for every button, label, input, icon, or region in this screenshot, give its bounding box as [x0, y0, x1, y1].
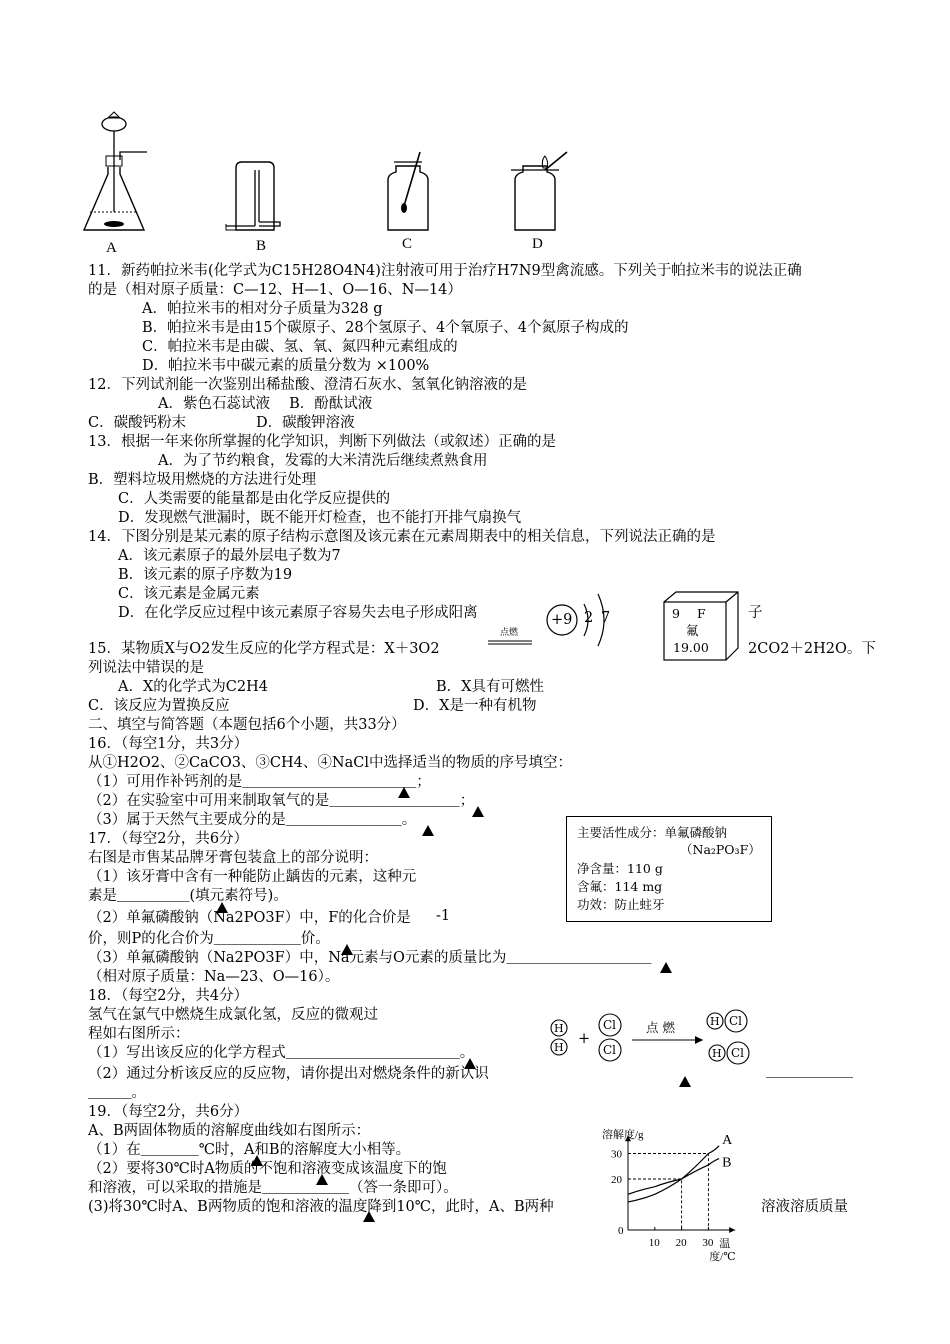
molecule-hcl-2-cl: Cl	[731, 1046, 745, 1060]
q11-stem-line2: 的是（相对原子质量：C—12、H—1、O—16、N—14）	[88, 282, 462, 298]
molecule-h-2: H	[554, 1041, 564, 1054]
answer-marker	[472, 806, 484, 817]
answer-marker	[464, 1058, 476, 1069]
q12-option-c: C．碳酸钙粉末	[88, 415, 187, 431]
molecule-cl-2: Cl	[603, 1043, 617, 1057]
q15-reaction-arrow	[488, 640, 534, 646]
toothpaste-label-formula: （Na₂PO₃F）	[680, 842, 761, 857]
q16-line-3: （3）属于天然气主要成分的是＿＿＿＿＿＿＿＿。	[88, 812, 417, 828]
q11-option-d: D．帕拉米韦中碳元素的质量分数为 ×100%	[142, 358, 430, 374]
apparatus-label-b: B	[256, 238, 267, 254]
q17-line-3: （2）单氟磷酸钠（Na2PO3F）中，F的化合价是	[88, 910, 411, 926]
series-label-a: A	[722, 1132, 733, 1148]
x-axis-label-line2: 度/℃	[709, 1251, 736, 1263]
y-axis-label: 溶解度/g	[602, 1129, 644, 1141]
apparatus-label-d: D	[532, 236, 543, 252]
answer-marker	[422, 825, 434, 836]
q14-option-b: B．该元素的原子序数为19	[118, 567, 293, 583]
atom-shell-1-electrons: 2	[584, 610, 594, 626]
q18-line-3: （1）写出该反应的化学方程式＿＿＿＿＿＿＿＿＿＿＿＿。	[88, 1045, 475, 1061]
series-label-b: B	[722, 1155, 732, 1171]
q18-line-4: （2）通过分析该反应的反应物，请你提出对燃烧条件的新认识	[88, 1066, 489, 1082]
q17-line-6: （相对原子质量：Na—23、O—16）。	[88, 969, 340, 985]
q18-head: 18．（每空2分，共4分）	[88, 988, 249, 1004]
x-axis-label-line1: 温	[719, 1238, 731, 1250]
element-atomic-number: 9	[672, 606, 680, 621]
series-curve-a	[628, 1146, 719, 1202]
q12-stem: 12．下列试剂能一次鉴别出稀盐酸、澄清石灰水、氢氧化钠溶液的是	[88, 377, 527, 393]
q15-stem-line2: 列说法中错误的是	[88, 660, 204, 676]
section-2-heading: 二、填空与简答题（本题包括6个小题，共33分）	[88, 717, 406, 733]
q15-reaction-condition: 点燃	[500, 628, 519, 638]
q15-option-a: A．X的化学式为C2H4	[118, 679, 268, 695]
origin-label: 0	[618, 1225, 624, 1237]
molecule-hcl-1-h: H	[710, 1015, 720, 1028]
molecule-hcl-1-cl: Cl	[729, 1014, 743, 1028]
q19-line-2: （2）要将30℃时A物质的不饱和溶液变成该温度下的饱	[88, 1161, 447, 1177]
q14-option-c: C．该元素是金属元素	[118, 586, 260, 602]
apparatus-a-figure	[80, 112, 150, 242]
toothpaste-label-net-weight: 净含量：110 g	[577, 861, 663, 876]
solubility-chart	[600, 1124, 760, 1263]
atom-shell-2-electrons: 7	[601, 610, 611, 626]
atom-nucleus-charge: +9	[551, 612, 573, 628]
q13-option-a: A．为了节约粮食，发霉的大米清洗后继续煮熟食用	[158, 453, 488, 469]
toothpaste-label-effect: 功效：防止蛀牙	[577, 897, 665, 912]
q14-option-d-tail: 子	[748, 605, 763, 621]
q17-line-4: 价，则P的化合价为＿＿＿＿＿＿价。	[88, 931, 330, 947]
q18-line-1: 氢气在氯气中燃烧生成氯化氢，反应的微观过	[88, 1007, 378, 1023]
q15-option-c: C．该反应为置换反应	[88, 698, 230, 714]
q19-line-4-tail: 溶液溶质质量	[761, 1199, 848, 1215]
q15-stem-line1: 15．某物质X与O2发生反应的化学方程式是：X＋3O2	[88, 641, 440, 657]
series-curve-b	[628, 1159, 719, 1195]
q19-line-4: (3)将30℃时A、B两物质的饱和溶液的温度降到10℃，此时，A、B两种	[88, 1199, 554, 1215]
q17-line-2: 素是＿＿＿＿＿(填元素符号)。	[88, 888, 288, 904]
q12-option-d: D．碳酸钾溶液	[256, 415, 355, 431]
q14-option-d: D．在化学反应过程中该元素原子容易失去电子形成阳离	[118, 605, 478, 621]
x-tick-label: 10	[648, 1237, 660, 1249]
q16-intro: 从①H2O2、②CaCO3、③CH4、④NaCl中选择适当的物质的序号填空：	[88, 755, 572, 771]
q18-line-2: 程如右图所示：	[88, 1026, 190, 1042]
q11-stem-line1: 11．新药帕拉米韦(化学式为C15H28O4N4)注射液可用于治疗H7N9型禽流感。下列关于帕拉米韦的说法正确	[88, 263, 802, 279]
q15-option-b: B．X具有可燃性	[436, 679, 544, 695]
y-tick-label: 20	[611, 1174, 622, 1186]
q17-head: 17．（每空2分，共6分）	[88, 831, 249, 847]
answer-marker	[660, 962, 672, 973]
element-atomic-mass: 19.00	[673, 640, 709, 655]
x-axis-arrow	[729, 1227, 735, 1233]
answer-marker	[679, 1076, 691, 1087]
q11-option-a: A．帕拉米韦的相对分子质量为328 g	[142, 301, 383, 317]
q16-line-2: （2）在实验室中可用来制取氧气的是＿＿＿＿＿＿＿＿＿；	[88, 793, 475, 809]
molecule-reaction-condition: 点 燃	[646, 1020, 675, 1035]
apparatus-label-a: A	[106, 240, 117, 256]
x-tick-label: 30	[702, 1237, 714, 1249]
q18-line-4-tail: ＿＿＿＿＿＿	[766, 1064, 853, 1080]
q12-option-ab: A．紫色石蕊试液 B．酚酞试液	[158, 396, 373, 412]
apparatus-label-c: C	[402, 236, 413, 252]
q16-line-1: （1）可用作补钙剂的是＿＿＿＿＿＿＿＿＿＿＿＿；	[88, 774, 431, 790]
q13-stem: 13．根据一年来你所掌握的化学知识，判断下列做法（或叙述）正确的是	[88, 434, 556, 450]
toothpaste-label-ingredient: 主要活性成分：单氟磷酸钠	[577, 825, 728, 840]
answer-marker	[398, 787, 410, 798]
q19-head: 19．（每空2分，共6分）	[88, 1104, 249, 1120]
q19-line-1: （1）在＿＿＿＿℃时，A和B的溶解度大小相等。	[88, 1142, 411, 1158]
molecule-plus-sign: +	[578, 1031, 591, 1047]
q11-option-c: C．帕拉米韦是由碳、氢、氧、氮四种元素组成的	[142, 339, 458, 355]
y-tick-label: 30	[611, 1148, 622, 1161]
q17-line-5: （3）单氟磷酸钠（Na2PO3F）中，Na元素与O元素的质量比为＿＿＿＿＿＿＿＿＿＿	[88, 950, 652, 966]
q17-line-1: （1）该牙膏中含有一种能防止龋齿的元素，这种元	[88, 869, 417, 885]
molecule-cl-1: Cl	[603, 1018, 617, 1032]
q18-line-5: ＿＿＿。	[88, 1085, 146, 1101]
answer-marker	[216, 902, 228, 913]
q19-line-3: 和溶液，可以采取的措施是＿＿＿＿＿＿（答一条即可）。	[88, 1180, 458, 1196]
answer-marker	[316, 1174, 328, 1185]
answer-marker	[251, 1155, 263, 1166]
q17-intro: 右图是市售某品牌牙膏包装盒上的部分说明：	[88, 850, 378, 866]
molecule-h-1: H	[554, 1022, 564, 1035]
q16-head: 16．（每空1分，共3分）	[88, 736, 249, 752]
molecule-hcl-2-h: H	[712, 1047, 722, 1060]
q14-stem: 14．下图分别是某元素的原子结构示意图及该元素在元素周期表中的相关信息，下列说法正确的是	[88, 529, 716, 545]
q13-option-b: B．塑料垃圾用燃烧的方法进行处理	[88, 472, 317, 488]
element-symbol: F	[697, 606, 706, 621]
q15-option-d: D．X是一种有机物	[413, 698, 537, 714]
element-name: 氟	[686, 623, 699, 638]
apparatus-b-figure	[222, 160, 282, 238]
q17-fluorine-valence: -1	[436, 908, 451, 924]
q13-option-d: D．发现燃气泄漏时，既不能开灯检查，也不能打开排气扇换气	[118, 510, 522, 526]
q13-option-c: C．人类需要的能量都是由化学反应提供的	[118, 491, 391, 507]
q11-option-b: B．帕拉米韦是由15个碳原子、28个氢原子、4个氧原子、4个氮原子构成的	[142, 320, 629, 336]
apparatus-c-figure	[380, 150, 440, 236]
answer-marker	[363, 1211, 375, 1222]
q15-product: 2CO2＋2H2O。下	[748, 641, 876, 657]
q19-intro: A、B两固体物质的溶解度曲线如右图所示：	[88, 1123, 371, 1139]
answer-marker	[341, 944, 353, 955]
q14-option-a: A．该元素原子的最外层电子数为7	[118, 548, 341, 564]
x-tick-label: 20	[675, 1237, 687, 1249]
toothpaste-label-fluoride: 含氟：114 mg	[577, 879, 663, 894]
apparatus-d-figure	[505, 150, 575, 236]
